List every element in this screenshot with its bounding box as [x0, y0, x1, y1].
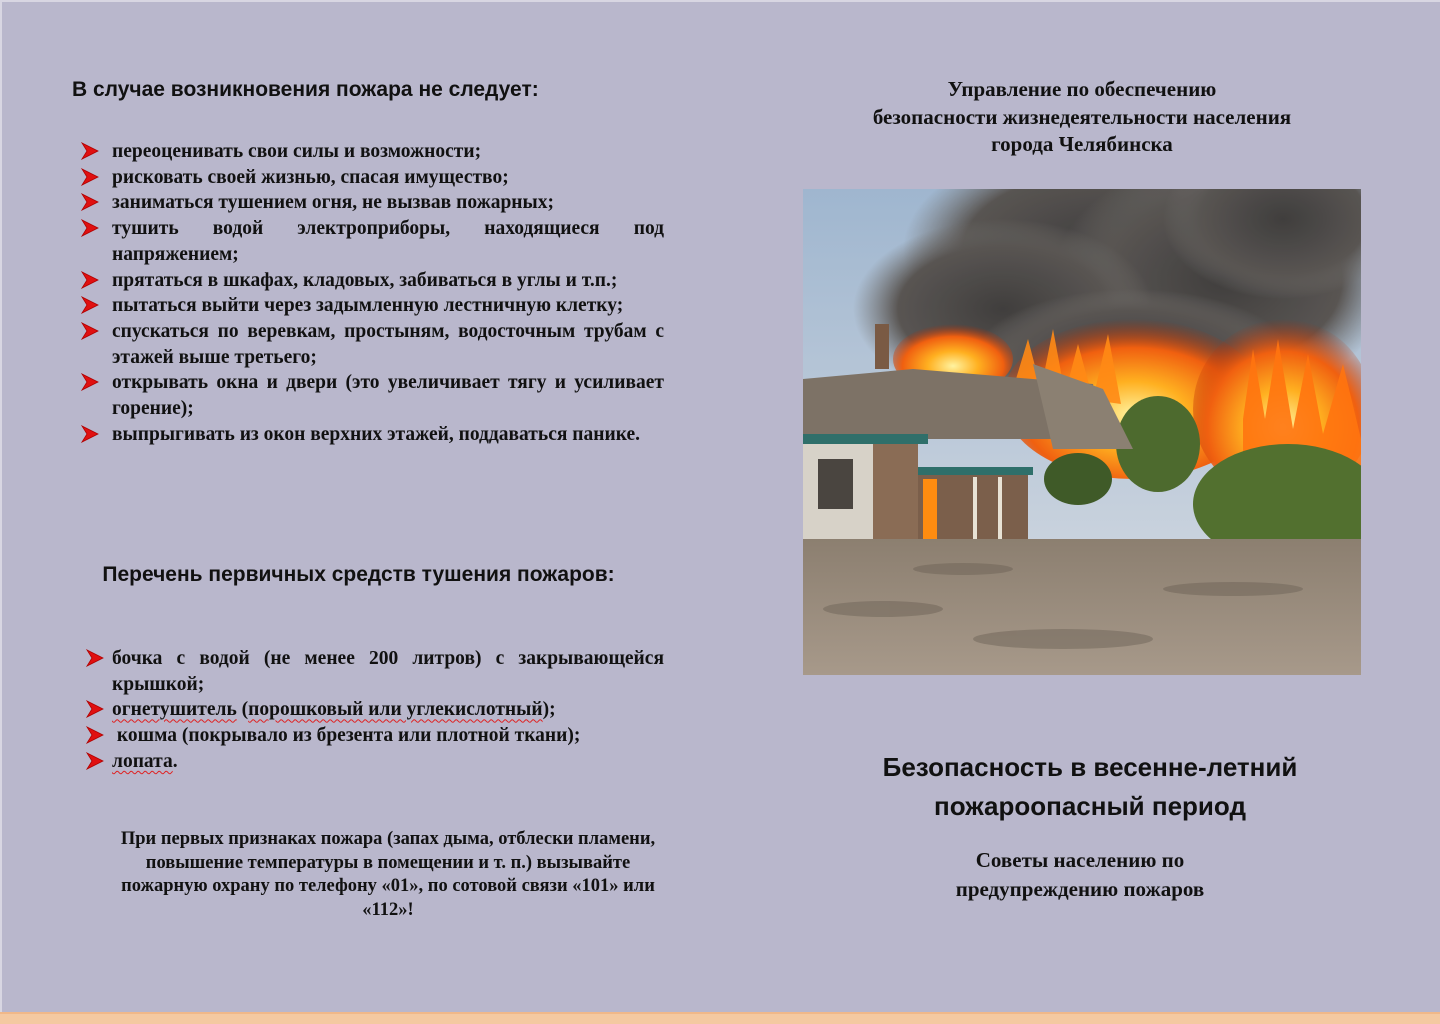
list-item	[72, 190, 664, 216]
means-item-text: огнетушитель	[112, 699, 237, 721]
heading-dont: В случае возникновения пожара не следует:	[72, 78, 539, 101]
arrowhead-bullet-icon	[86, 649, 104, 667]
arrowhead-bullet-icon	[81, 142, 99, 160]
heading-means: Перечень первичных средств тушения пожаров:	[102, 563, 615, 586]
emergency-call-note: При первых признаках пожара (запах дыма, отблески пламени, повышение температуры в помещении и т. п.) вызывайте пожарную охрану по телефону «01», по сотовой связи «101» или «112»!	[120, 829, 656, 920]
title-line: Безопасность в весенне-летний	[882, 752, 1298, 782]
means-item-text: кошма (покрывало из брезента или плотной ткани);	[112, 725, 581, 747]
dont-item-text: заниматься тушением огня, не вызвав пожарных;	[112, 192, 555, 214]
arrowhead-bullet-icon	[86, 700, 104, 718]
organization-name	[820, 76, 1344, 159]
arrowhead-bullet-icon	[81, 425, 99, 443]
dont-item-text: прятаться в шкафах, кладовых, забиваться в углы и т.п.;	[112, 269, 618, 291]
burning-house-photo	[803, 189, 1361, 675]
dont-item-text: открывать окна и двери (это увеличивает тягу и усиливает горение);	[112, 372, 664, 420]
list-item	[72, 319, 664, 370]
subtitle-line: Советы населению по	[975, 848, 1185, 872]
arrowhead-bullet-icon	[81, 296, 99, 314]
arrowhead-bullet-icon	[86, 752, 104, 770]
list-item	[72, 216, 664, 267]
org-line: Управление по обеспечению	[947, 77, 1217, 101]
org-line: безопасности жизнедеятельности населения	[872, 104, 1292, 129]
means-item-text: .	[172, 750, 178, 772]
list-item	[72, 723, 664, 749]
list-item	[72, 749, 664, 775]
dont-item-text: рисковать своей жизнью, спасая имущество;	[112, 166, 509, 188]
arrowhead-bullet-icon	[81, 168, 99, 186]
arrowhead-bullet-icon	[81, 219, 99, 237]
dont-list	[72, 139, 664, 447]
arrowhead-bullet-icon	[86, 726, 104, 744]
list-item	[72, 268, 664, 294]
page-bottom-edge	[0, 1012, 1440, 1024]
dont-item-text: спускаться по веревкам, простыням, водосточным трубам с этажей выше третьего;	[112, 320, 664, 368]
list-item	[72, 646, 664, 697]
arrowhead-bullet-icon	[81, 271, 99, 289]
list-item	[72, 165, 664, 191]
list-item	[72, 370, 664, 421]
title-line: пожароопасный период	[934, 791, 1246, 821]
list-item	[72, 293, 664, 319]
dont-item-text: переоценивать свои силы и возможности;	[112, 141, 482, 162]
means-item-text: порошковый или углекислотный	[248, 699, 543, 721]
means-item-text: бочка с водой (не менее 200 литров) с закрывающейся крышкой;	[112, 648, 664, 695]
means-item-text: лопата	[112, 750, 173, 772]
org-line: города Челябинска	[991, 132, 1173, 156]
dont-item-text: выпрыгивать из окон верхних этажей, поддаваться панике.	[112, 423, 641, 445]
arrowhead-bullet-icon	[81, 322, 99, 340]
brochure-title	[800, 748, 1380, 826]
list-item	[72, 422, 664, 448]
means-item-text: );	[542, 699, 556, 721]
means-item-text: (	[236, 699, 249, 721]
dont-item-text: тушить водой электроприборы, находящиеся под напряжением;	[112, 218, 664, 265]
arrowhead-bullet-icon	[81, 373, 99, 391]
arrowhead-bullet-icon	[81, 193, 99, 211]
brochure-subtitle	[900, 846, 1260, 904]
means-list	[72, 646, 664, 775]
list-item	[72, 697, 664, 723]
dont-item-text: пытаться выйти через задымленную лестничную клетку;	[112, 295, 624, 317]
list-item	[72, 139, 664, 165]
subtitle-line: предупреждению пожаров	[955, 877, 1205, 901]
